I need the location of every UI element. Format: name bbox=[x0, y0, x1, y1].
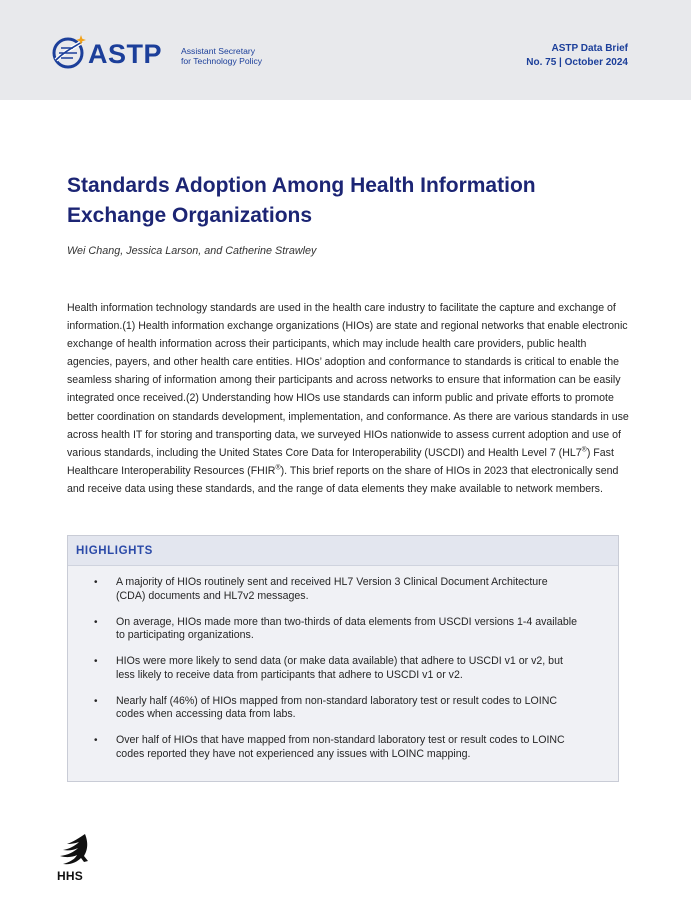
bullet-icon: • bbox=[94, 735, 98, 746]
highlight-item bbox=[68, 655, 618, 682]
intro-text-2: ) Fast Healthcare Interoperability Resources (FHIR bbox=[67, 446, 614, 477]
highlight-item bbox=[68, 734, 618, 761]
astp-emblem-icon bbox=[52, 34, 86, 70]
bullet-icon: • bbox=[94, 695, 98, 707]
title-line2: Exchange Organizations bbox=[67, 204, 313, 227]
highlights-box bbox=[67, 535, 619, 782]
highlight-text: HIOs were more likely to send data (or make data available) that adhere to USCDI v1 or v2, but less likely to receive data from participants that adhere to USCDI v1 or v2. bbox=[116, 655, 563, 681]
intro-text-3: ). This brief reports on the share of HIOs in 2023 that electronically send and receive data using these standards, and the range of data elements they make available to network members. bbox=[67, 464, 619, 495]
logo-subtitle-line1: Assistant Secretary bbox=[181, 46, 256, 56]
header-bar bbox=[0, 0, 691, 100]
highlights-header bbox=[68, 536, 618, 566]
bullet-icon: • bbox=[94, 656, 98, 667]
logo-subtitle-line2: for Technology Policy bbox=[181, 56, 263, 66]
highlight-text: Nearly half (46%) of HIOs mapped from non-standard laboratory test or result codes to LOINC codes when accessing data from labs. bbox=[116, 694, 558, 720]
astp-logo[interactable] bbox=[52, 34, 292, 74]
logo-subtitle bbox=[181, 46, 262, 66]
brief-series: ASTP Data Brief bbox=[551, 43, 628, 54]
page-title bbox=[67, 171, 627, 231]
authors: Wei Chang, Jessica Larson, and Catherine Strawley bbox=[67, 245, 317, 257]
brief-label bbox=[526, 42, 628, 70]
hhs-eagle-icon bbox=[55, 832, 93, 870]
logo-wordmark: ASTP bbox=[88, 39, 163, 69]
highlight-item bbox=[68, 695, 618, 722]
highlights-list bbox=[68, 576, 618, 774]
highlights-heading: HIGHLIGHTS bbox=[76, 545, 153, 557]
highlight-text: A majority of HIOs routinely sent and received HL7 Version 3 Clinical Document Architecture (CDA) documents and HL7v2 messages. bbox=[116, 576, 548, 602]
registered-mark: ® bbox=[275, 464, 281, 472]
hhs-wordmark: HHS bbox=[57, 869, 83, 883]
intro-paragraph bbox=[67, 299, 631, 498]
registered-mark: ® bbox=[581, 446, 587, 454]
highlight-text: Over half of HIOs that have mapped from non-standard laboratory test or result codes to LOINC codes reported they have not experienced any issues with LOINC mapping. bbox=[116, 734, 565, 760]
highlight-text: On average, HIOs made more than two-thirds of data elements from USCDI versions 1-4 available to participating organizations. bbox=[116, 615, 578, 641]
intro-text-1: Health information technology standards are used in the health care industry to facilitate the capture and exchange of information.(1) Health information exchange organizations (HIOs) are state and regional networks that enable electronic exchange of health information across their participants, which may include health care providers, public health agencies, payers, and other health care entities. HIOs’ adoption and conformance to standards is critical to enable the seamless sharing of information among their participants and across networks to ensure that information can be easily integrated once received.(2) Understanding how HIOs use standards can inform public and private efforts to promote better coordination on standards development, implementation, and conformance. As there are various standards in use across health IT for storing and transporting data, we surveyed HIOs nationwide to assess current adoption and use of various standards, including the United States Core Data for Interoperability (USCDI) and Health Level 7 (HL7 bbox=[67, 302, 629, 459]
title-line1: Standards Adoption Among Health Information bbox=[67, 174, 536, 197]
highlight-item bbox=[68, 576, 618, 603]
highlight-item bbox=[68, 616, 618, 643]
brief-number-date: No. 75 | October 2024 bbox=[526, 57, 628, 68]
hhs-logo bbox=[55, 832, 95, 884]
bullet-icon: • bbox=[94, 577, 98, 588]
bullet-icon: • bbox=[94, 616, 98, 628]
